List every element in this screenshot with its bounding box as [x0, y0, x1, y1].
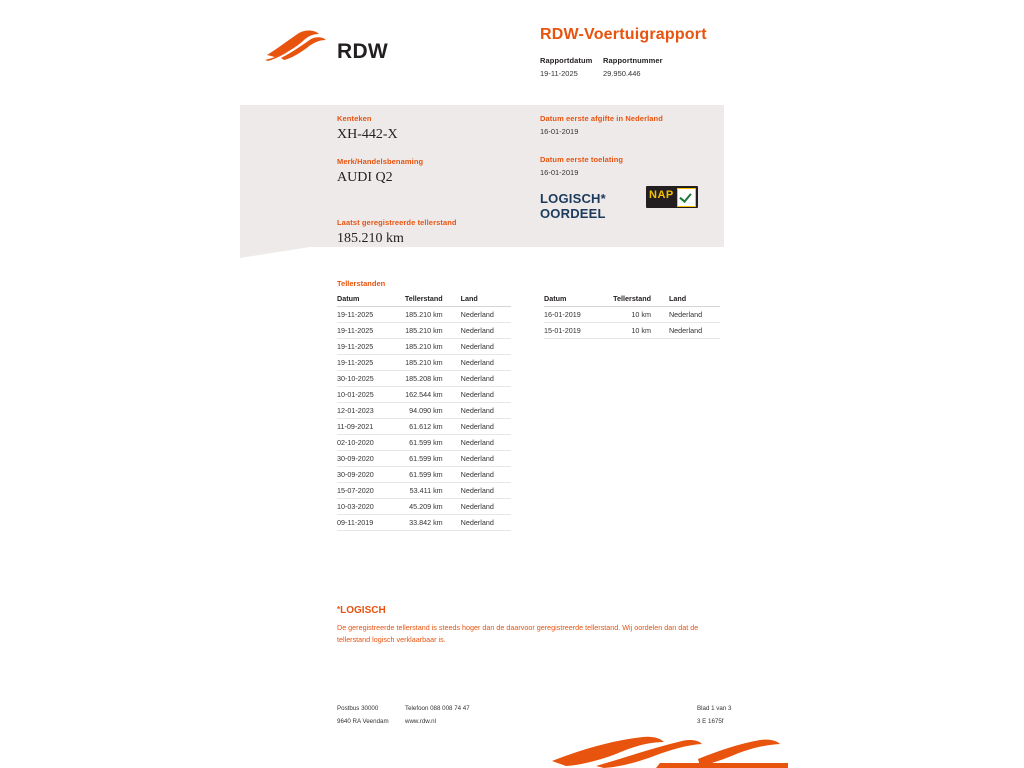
footer-address-line-1: Postbus 30000 — [337, 705, 379, 712]
toelating-value: 16-01-2019 — [540, 168, 579, 177]
cell-datum: 11-09-2021 — [337, 419, 390, 435]
cell-land: Nederland — [453, 339, 511, 355]
tellerstanden-table-left — [337, 292, 511, 531]
report-date-block — [540, 56, 592, 78]
panel-right-column — [540, 114, 730, 177]
cell-land: Nederland — [453, 435, 511, 451]
bottom-decorative-graphic — [548, 735, 788, 768]
afgifte-label: Datum eerste afgifte in Nederland — [540, 114, 663, 123]
brand-name: RDW — [337, 40, 389, 63]
cell-datum: 12-01-2023 — [337, 403, 390, 419]
tellerstanden-table-right — [544, 292, 720, 339]
column-header-datum: Datum — [544, 292, 597, 307]
report-number-block — [603, 56, 663, 78]
cell-land: Nederland — [661, 307, 720, 323]
cell-tellerstand: 162.544 km — [390, 387, 453, 403]
kenteken-value: XH-442-X — [337, 127, 398, 142]
note-title — [337, 605, 386, 616]
kenteken-label: Kenteken — [337, 114, 372, 123]
cell-datum: 02-10-2020 — [337, 435, 390, 451]
cell-land: Nederland — [453, 355, 511, 371]
cell-datum: 09-11-2019 — [337, 515, 390, 531]
cell-datum: 19-11-2025 — [337, 307, 390, 323]
table-row — [337, 355, 511, 371]
table-row — [544, 307, 720, 323]
report-date-label: Rapportdatum — [540, 56, 593, 65]
cell-land: Nederland — [453, 467, 511, 483]
table-row — [337, 371, 511, 387]
table-body-right — [544, 307, 720, 339]
table-row — [337, 499, 511, 515]
cell-tellerstand: 53.411 km — [390, 483, 453, 499]
cell-land: Nederland — [661, 323, 720, 339]
table-row — [337, 323, 511, 339]
tellerstand-value: 185.210 km — [337, 231, 404, 246]
table-row — [337, 307, 511, 323]
tellerstand-label: Laatst geregistreerde tellerstand — [337, 218, 457, 227]
rdw-logo-icon — [265, 28, 327, 62]
cell-land: Nederland — [453, 307, 511, 323]
afgifte-value: 16-01-2019 — [540, 127, 579, 136]
panel-left-column — [337, 114, 527, 247]
cell-datum: 19-11-2025 — [337, 323, 390, 339]
cell-datum: 16-01-2019 — [544, 307, 597, 323]
cell-land: Nederland — [453, 323, 511, 339]
table-row — [337, 435, 511, 451]
verdict-line-1: LOGISCH* — [540, 191, 606, 206]
toelating-label: Datum eerste toelating — [540, 155, 624, 164]
footer-right — [697, 702, 731, 728]
brand-header — [265, 20, 525, 70]
footer-page-number: Blad 1 van 3 — [697, 705, 732, 712]
report-date-value: 19-11-2025 — [540, 69, 578, 78]
cell-tellerstand: 185.210 km — [390, 307, 453, 323]
column-header-datum: Datum — [337, 292, 390, 307]
cell-datum: 30-09-2020 — [337, 451, 390, 467]
footer-contact — [405, 702, 470, 728]
report-number-label: Rapportnummer — [603, 56, 663, 65]
table-row — [337, 483, 511, 499]
cell-tellerstand: 33.842 km — [390, 515, 453, 531]
column-header-land: Land — [661, 292, 720, 307]
cell-datum: 19-11-2025 — [337, 339, 390, 355]
table-row — [337, 403, 511, 419]
table-row — [337, 387, 511, 403]
cell-tellerstand: 61.612 km — [390, 419, 453, 435]
panel-notch — [240, 247, 310, 258]
table-row — [337, 515, 511, 531]
footer-website[interactable]: www.rdw.nl — [405, 718, 436, 725]
footer-address — [337, 702, 389, 728]
column-header-tellerstand: Tellerstand — [597, 292, 661, 307]
cell-datum: 15-07-2020 — [337, 483, 390, 499]
report-title: RDW-Voertuigrapport — [540, 26, 707, 43]
table-row — [337, 339, 511, 355]
cell-tellerstand: 61.599 km — [390, 451, 453, 467]
cell-land: Nederland — [453, 371, 511, 387]
cell-tellerstand: 185.208 km — [390, 371, 453, 387]
table-body-left — [337, 307, 511, 531]
note-body: De geregistreerde tellerstand is steeds hoger dan de daarvoor geregistreerde tellerstand. Wij oordelen dan dat de tellerstand logisch verklaarbaar is. — [337, 623, 699, 644]
cell-land: Nederland — [453, 403, 511, 419]
column-header-tellerstand: Tellerstand — [390, 292, 453, 307]
footer-address-line-2: 9640 RA Veendam — [337, 718, 389, 725]
nap-label: NAP — [649, 189, 674, 201]
footer-form-code: 3 E 1675f — [697, 718, 724, 725]
cell-tellerstand: 185.210 km — [390, 323, 453, 339]
cell-datum: 10-01-2025 — [337, 387, 390, 403]
table-row — [337, 467, 511, 483]
cell-tellerstand: 10 km — [597, 307, 661, 323]
cell-land: Nederland — [453, 515, 511, 531]
cell-datum: 30-10-2025 — [337, 371, 390, 387]
footer-phone: Telefoon 088 008 74 47 — [405, 705, 470, 712]
cell-tellerstand: 61.599 km — [390, 467, 453, 483]
cell-tellerstand: 61.599 km — [390, 435, 453, 451]
cell-datum: 15-01-2019 — [544, 323, 597, 339]
verdict-text — [540, 191, 606, 221]
cell-datum: 30-09-2020 — [337, 467, 390, 483]
cell-land: Nederland — [453, 451, 511, 467]
note-star: * — [337, 605, 341, 614]
tellerstanden-title: Tellerstanden — [337, 279, 386, 288]
cell-land: Nederland — [453, 419, 511, 435]
cell-tellerstand: 45.209 km — [390, 499, 453, 515]
cell-land: Nederland — [453, 499, 511, 515]
cell-tellerstand: 185.210 km — [390, 355, 453, 371]
table-header-row — [337, 292, 511, 307]
table-row — [544, 323, 720, 339]
column-header-land: Land — [453, 292, 511, 307]
table-header-row — [544, 292, 720, 307]
cell-datum: 19-11-2025 — [337, 355, 390, 371]
verdict-line-2: OORDEEL — [540, 206, 606, 221]
cell-tellerstand: 185.210 km — [390, 339, 453, 355]
cell-land: Nederland — [453, 387, 511, 403]
report-number-value: 29.950.446 — [603, 69, 641, 78]
check-icon — [677, 188, 696, 207]
cell-land: Nederland — [453, 483, 511, 499]
cell-tellerstand: 10 km — [597, 323, 661, 339]
nap-badge — [646, 186, 698, 208]
cell-datum: 10-03-2020 — [337, 499, 390, 515]
merk-label: Merk/Handelsbenaming — [337, 157, 424, 166]
merk-value: AUDI Q2 — [337, 170, 393, 185]
note-title-text: LOGISCH — [340, 605, 386, 616]
table-row — [337, 451, 511, 467]
cell-tellerstand: 94.090 km — [390, 403, 453, 419]
table-row — [337, 419, 511, 435]
